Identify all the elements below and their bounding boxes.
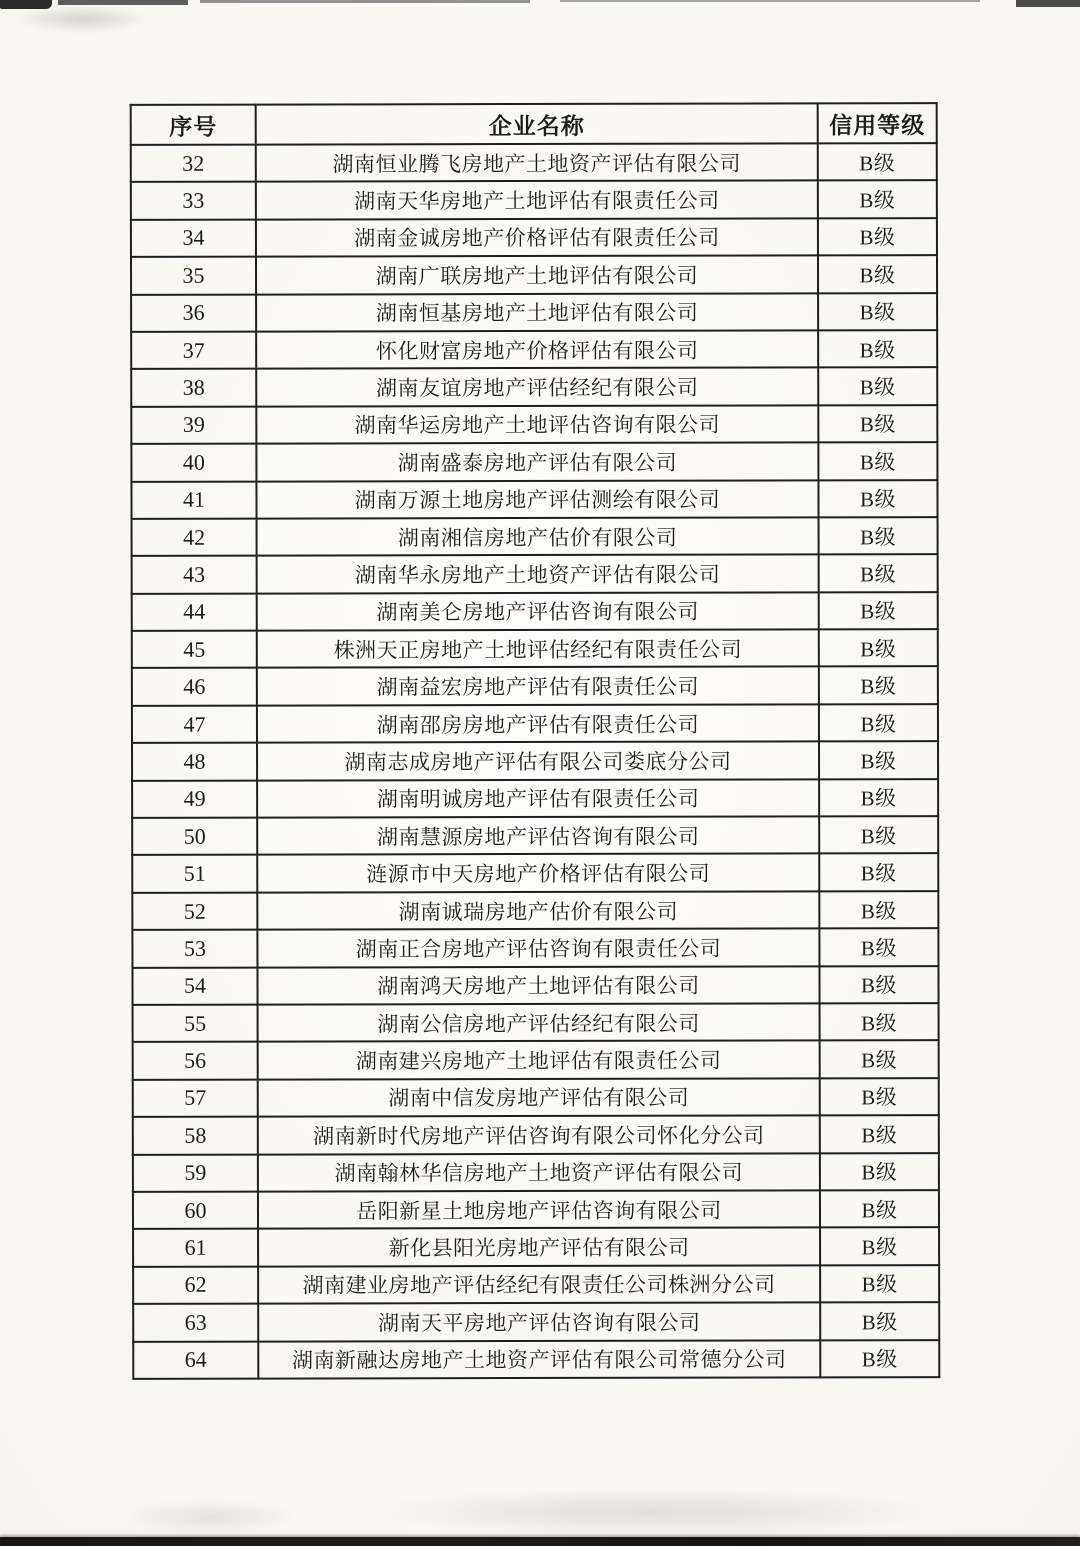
serial-cell: 47 — [132, 705, 257, 743]
company-name-cell: 湖南志成房地产评估有限公司娄底分公司 — [257, 742, 819, 781]
rating-cell: B级 — [819, 667, 938, 705]
company-name-cell: 湖南天华房地产土地评估有限责任公司 — [256, 181, 818, 220]
header-credit-rating: 信用等级 — [818, 103, 937, 143]
rating-cell: B级 — [820, 1041, 939, 1079]
rating-cell: B级 — [819, 517, 938, 555]
serial-cell: 63 — [133, 1304, 258, 1342]
serial-cell: 40 — [131, 444, 256, 482]
company-name-cell: 新化县阳光房地产评估有限公司 — [258, 1228, 820, 1267]
company-table-body — [131, 143, 940, 1379]
serial-cell: 36 — [131, 294, 256, 332]
serial-cell: 64 — [133, 1341, 258, 1379]
serial-cell: 34 — [131, 219, 256, 257]
rating-cell: B级 — [819, 966, 938, 1004]
rating-cell: B级 — [818, 293, 937, 331]
serial-cell: 48 — [132, 743, 257, 781]
table-row — [131, 255, 937, 294]
rating-cell: B级 — [820, 1227, 939, 1265]
table-row — [133, 1115, 939, 1154]
serial-cell: 44 — [132, 593, 257, 631]
table-row — [132, 928, 938, 967]
rating-cell: B级 — [818, 218, 937, 256]
rating-cell: B级 — [818, 181, 937, 219]
table-row — [131, 405, 937, 444]
table-row — [131, 330, 937, 369]
rating-cell: B级 — [819, 704, 938, 742]
table-row — [131, 143, 937, 182]
rating-cell: B级 — [819, 928, 938, 966]
rating-cell: B级 — [820, 1078, 939, 1116]
table-row — [133, 1340, 939, 1379]
table-row — [133, 1078, 939, 1117]
table-row — [131, 367, 937, 406]
company-name-cell: 涟源市中天房地产价格评估有限公司 — [257, 854, 819, 893]
serial-cell: 49 — [132, 780, 257, 818]
serial-cell: 57 — [133, 1079, 258, 1117]
serial-cell: 38 — [131, 369, 256, 407]
company-name-cell: 湖南建业房地产评估经纪有限责任公司株洲分公司 — [258, 1265, 820, 1304]
table-row — [131, 442, 937, 481]
table-row — [133, 1302, 939, 1341]
company-name-cell: 湖南万源土地房地产评估测绘有限公司 — [256, 480, 818, 519]
header-serial-number: 序号 — [131, 105, 256, 145]
table-row — [132, 704, 938, 743]
table-row — [131, 218, 937, 257]
rating-cell: B级 — [820, 1302, 939, 1340]
company-name-cell: 湖南盛泰房地产评估有限公司 — [256, 443, 818, 482]
company-name-cell: 株洲天正房地产土地评估经纪有限责任公司 — [257, 629, 819, 668]
serial-cell: 62 — [133, 1266, 258, 1304]
rating-cell: B级 — [820, 1340, 939, 1378]
rating-cell: B级 — [820, 1003, 939, 1041]
company-name-cell: 湖南慧源房地产评估咨询有限公司 — [257, 816, 819, 855]
serial-cell: 37 — [131, 332, 256, 370]
serial-cell: 59 — [133, 1154, 258, 1192]
table-row — [133, 1227, 939, 1266]
table-row — [131, 181, 937, 220]
scan-artifact-top — [58, 0, 188, 5]
serial-cell: 53 — [132, 930, 257, 968]
rating-cell: B级 — [820, 1115, 939, 1153]
rating-cell: B级 — [819, 741, 938, 779]
rating-cell: B级 — [819, 891, 938, 929]
rating-cell: B级 — [818, 330, 937, 368]
company-name-cell: 湖南诚瑞房地产估价有限公司 — [257, 891, 819, 930]
table-row — [133, 1003, 939, 1042]
company-name-cell: 湖南友谊房地产评估经纪有限公司 — [256, 368, 818, 407]
scanner-edge-strip — [0, 1537, 1080, 1546]
serial-cell: 45 — [132, 631, 257, 669]
company-name-cell: 湖南天平房地产评估咨询有限公司 — [258, 1303, 820, 1342]
rating-cell: B级 — [819, 629, 938, 667]
company-name-cell: 湖南正合房地产评估咨询有限责任公司 — [257, 929, 819, 968]
serial-cell: 55 — [133, 1005, 258, 1043]
company-name-cell: 湖南湘信房地产估价有限公司 — [257, 517, 819, 556]
company-name-cell: 湖南新时代房地产评估咨询有限公司怀化分公司 — [258, 1116, 820, 1155]
serial-cell: 51 — [132, 855, 257, 893]
serial-cell: 54 — [132, 967, 257, 1005]
table-row — [132, 891, 938, 930]
credit-rating-table — [130, 102, 941, 1380]
company-name-cell: 湖南华运房地产土地评估咨询有限公司 — [256, 405, 818, 444]
credit-rating-table-container — [130, 102, 939, 1380]
serial-cell: 32 — [131, 145, 256, 183]
table-row — [132, 966, 938, 1005]
company-name-cell: 湖南新融达房地产土地资产评估有限公司常德分公司 — [258, 1340, 820, 1379]
serial-cell: 50 — [132, 818, 257, 856]
rating-cell: B级 — [818, 480, 937, 518]
rating-cell: B级 — [820, 1265, 939, 1303]
company-name-cell: 湖南建兴房地产土地评估有限责任公司 — [258, 1041, 820, 1080]
rating-cell: B级 — [819, 854, 938, 892]
rating-cell: B级 — [820, 1153, 939, 1191]
table-row — [132, 667, 938, 706]
rating-cell: B级 — [818, 367, 937, 405]
table-row — [133, 1041, 939, 1080]
company-name-cell: 湖南翰林华信房地产土地资产评估有限公司 — [258, 1153, 820, 1192]
scan-artifact-top — [200, 0, 530, 3]
company-name-cell: 湖南邵房房地产评估有限责任公司 — [257, 704, 819, 743]
company-name-cell: 湖南华永房地产土地资产评估有限公司 — [257, 555, 819, 594]
company-name-cell: 湖南中信发房地产评估有限公司 — [258, 1078, 820, 1117]
company-name-cell: 湖南金诚房地产价格评估有限责任公司 — [256, 218, 818, 257]
rating-cell: B级 — [818, 143, 937, 181]
company-name-cell: 湖南美仑房地产评估咨询有限公司 — [257, 592, 819, 631]
rating-cell: B级 — [819, 816, 938, 854]
table-row — [131, 480, 937, 519]
company-name-cell: 湖南恒基房地产土地评估有限公司 — [256, 293, 818, 332]
company-name-cell: 湖南益宏房地产评估有限责任公司 — [257, 667, 819, 706]
scan-artifact-top — [1016, 0, 1080, 7]
serial-cell: 41 — [131, 481, 256, 519]
table-row — [132, 554, 938, 593]
table-row — [132, 629, 938, 668]
scan-smudge — [18, 6, 148, 32]
table-row — [131, 293, 937, 332]
serial-cell: 58 — [133, 1117, 258, 1155]
rating-cell: B级 — [819, 779, 938, 817]
company-name-cell: 湖南公信房地产评估经纪有限公司 — [258, 1003, 820, 1042]
table-row — [133, 1265, 939, 1304]
serial-cell: 60 — [133, 1192, 258, 1230]
rating-cell: B级 — [819, 592, 938, 630]
serial-cell: 56 — [133, 1042, 258, 1080]
table-row — [132, 779, 938, 818]
table-row — [132, 741, 938, 780]
company-name-cell: 岳阳新星土地房地产评估咨询有限公司 — [258, 1190, 820, 1229]
company-name-cell: 怀化财富房地产价格评估有限公司 — [256, 330, 818, 369]
company-name-cell: 湖南恒业腾飞房地产土地资产评估有限公司 — [256, 143, 818, 182]
company-name-cell: 湖南鸿天房地产土地评估有限公司 — [257, 966, 819, 1005]
serial-cell: 39 — [131, 406, 256, 444]
serial-cell: 52 — [132, 892, 257, 930]
rating-cell: B级 — [819, 554, 938, 592]
table-row — [133, 1153, 939, 1192]
serial-cell: 35 — [131, 257, 256, 295]
table-row — [132, 592, 938, 631]
scan-smudge — [120, 1500, 300, 1534]
rating-cell: B级 — [818, 255, 937, 293]
serial-cell: 33 — [131, 182, 256, 220]
header-company-name: 企业名称 — [256, 103, 818, 144]
serial-cell: 61 — [133, 1229, 258, 1267]
table-row — [132, 517, 938, 556]
serial-cell: 42 — [132, 518, 257, 556]
serial-cell: 43 — [132, 556, 257, 594]
table-row — [132, 854, 938, 893]
table-row — [132, 816, 938, 855]
scan-smudge — [370, 1488, 930, 1536]
header-row — [131, 103, 937, 145]
scan-artifact-top — [560, 0, 980, 2]
rating-cell: B级 — [818, 442, 937, 480]
serial-cell: 46 — [132, 668, 257, 706]
company-name-cell: 湖南广联房地产土地评估有限公司 — [256, 256, 818, 295]
rating-cell: B级 — [820, 1190, 939, 1228]
table-row — [133, 1190, 939, 1229]
table-header — [131, 103, 937, 145]
company-name-cell: 湖南明诚房地产评估有限责任公司 — [257, 779, 819, 818]
rating-cell: B级 — [818, 405, 937, 443]
